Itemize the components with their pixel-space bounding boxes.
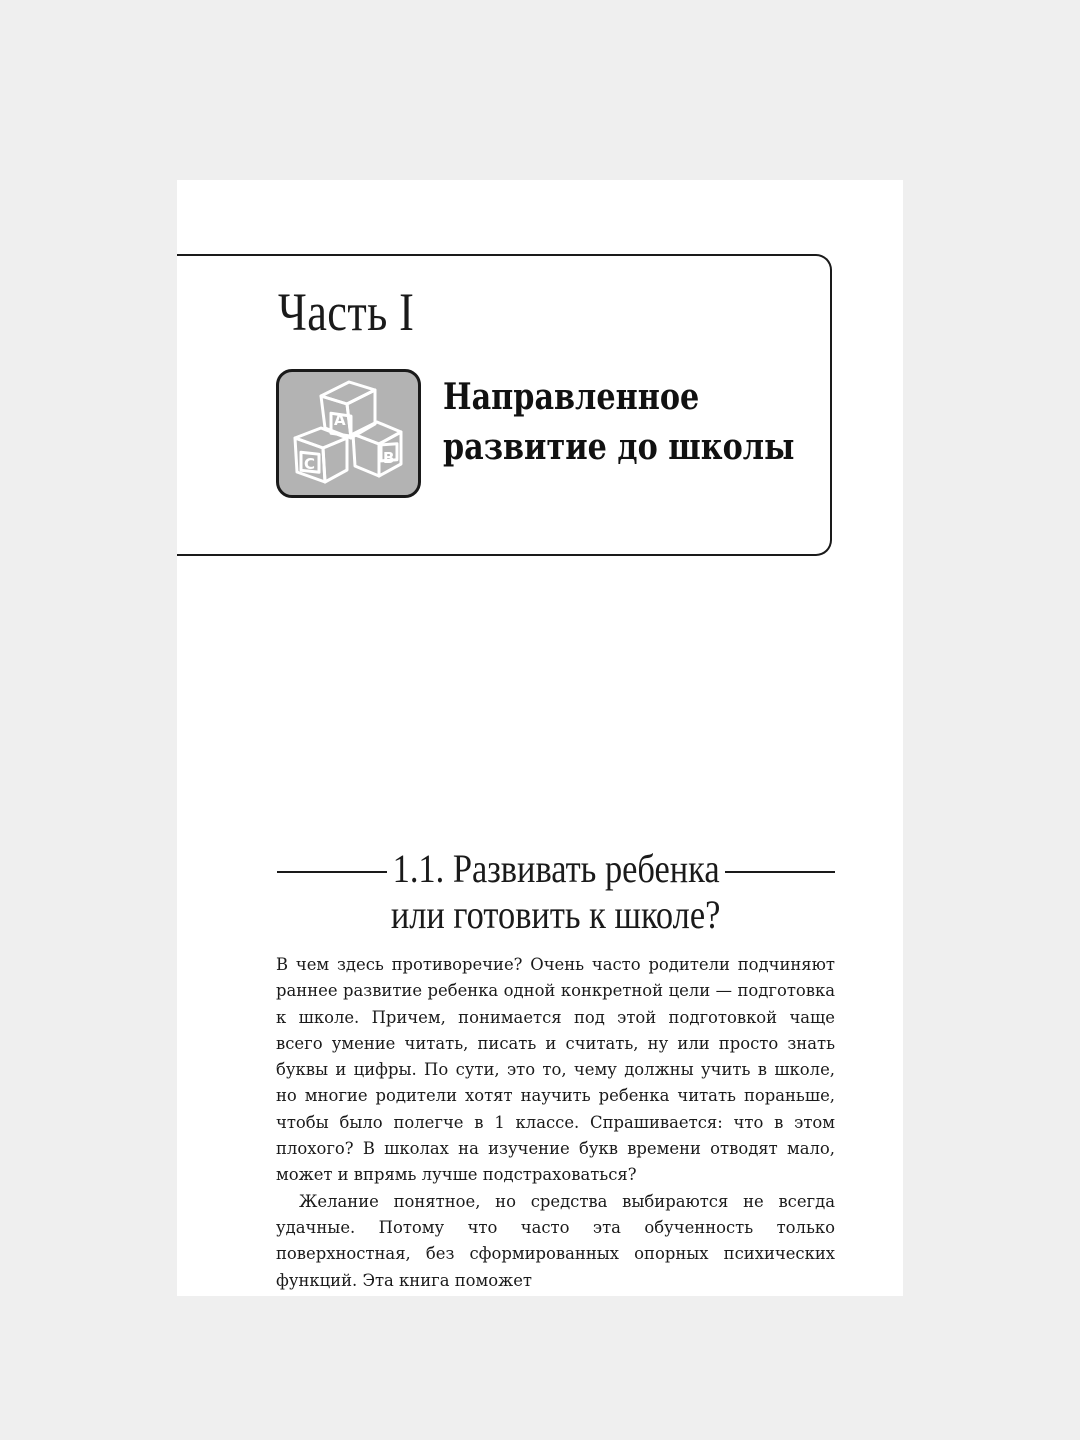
block-letter-c: C — [304, 455, 316, 473]
heading-rule-left — [277, 871, 387, 873]
part-title-line1: Направленное — [443, 376, 700, 418]
abc-blocks-icon — [276, 369, 421, 498]
part-title-line2: развитие до школы — [443, 426, 795, 468]
heading-rule-right — [725, 871, 835, 873]
section-heading — [277, 846, 835, 938]
block-letter-b: B — [383, 449, 395, 467]
block-letter-a: A — [334, 411, 346, 429]
book-page — [177, 180, 903, 1296]
part-title — [443, 372, 794, 472]
section-title-line2: или готовить к школе? — [391, 892, 721, 937]
body-text — [276, 952, 835, 1294]
paragraph-2: Желание понятное, но средства выбираются не всегда удачные. Потому что часто эта обученность только поверхностная, без сформированных опорных психических функций. Эта книга поможет — [276, 1191, 835, 1290]
part-label: Часть I — [278, 282, 415, 342]
paragraph-1: В чем здесь противоречие? Очень часто родители подчиняют раннее развитие ребенка одной конкретной цели — подготовка к школе. Причем, понимается под этой подготовкой чаще всего умение читать, писать и считать, ну или просто знать буквы и цифры. По сути, это то, чему должны учить в школе, но многие родители хотят научить ребенка читать пораньше, чтобы было полегче в 1 классе. Спрашивается: что в этом плохого? В школах на изучение букв времени отводят мало, может и впрямь лучше подстраховаться? — [276, 955, 835, 1185]
section-title-line1: 1.1. Развивать ребенка — [392, 846, 720, 891]
